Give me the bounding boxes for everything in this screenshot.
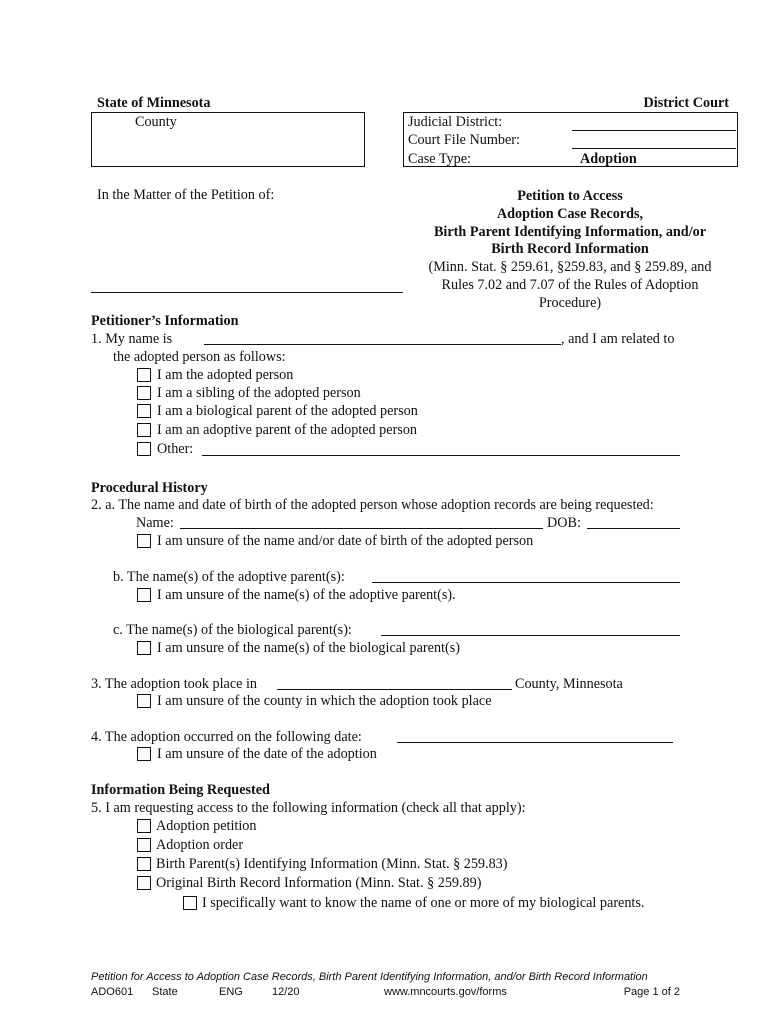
birth-parent-info-checkbox[interactable] — [137, 857, 151, 871]
statute-line-1: (Minn. Stat. § 259.61, §259.83, and § 259.89, and — [428, 259, 712, 275]
dob-label: DOB: — [547, 515, 581, 531]
title-line-1: Petition to Access — [517, 188, 623, 204]
judicial-district-label: Judicial District: — [408, 114, 503, 130]
birth-record-checkbox[interactable] — [137, 876, 151, 890]
unsure-adoptive-label: I am unsure of the name(s) of the adoptive parent(s). — [157, 587, 456, 603]
footer-page: Page 1 of 2 — [623, 986, 680, 998]
q1-suffix: , and I am related to — [561, 331, 675, 347]
adoption-date-field[interactable] — [397, 742, 673, 743]
adoptive-parents-field[interactable] — [372, 582, 680, 583]
bio-parent-name-checkbox[interactable] — [183, 896, 197, 910]
adoption-petition-checkbox[interactable] — [137, 819, 151, 833]
q1-prefix: 1. My name is — [91, 331, 173, 347]
title-line-3: Birth Parent Identifying Information, and/or — [433, 224, 707, 240]
procedural-heading: Procedural History — [91, 480, 208, 496]
q4-text: 4. The adoption occurred on the following date: — [91, 729, 362, 745]
option-adoption-petition: Adoption petition — [156, 818, 257, 834]
court-file-number-field[interactable] — [572, 148, 736, 149]
q3-suffix: County, Minnesota — [515, 676, 623, 692]
name-label: Name: — [136, 515, 174, 531]
option-biological-parent: I am a biological parent of the adopted person — [157, 403, 418, 419]
adopted-person-checkbox[interactable] — [137, 368, 151, 382]
adoptive-parent-checkbox[interactable] — [137, 423, 151, 437]
adoption-order-checkbox[interactable] — [137, 838, 151, 852]
option-birth-record: Original Birth Record Information (Minn. Stat. § 259.89) — [156, 875, 482, 891]
footer-lang: ENG — [219, 986, 243, 998]
biological-parent-checkbox[interactable] — [137, 404, 151, 418]
option-birth-parent-info: Birth Parent(s) Identifying Information (Minn. Stat. § 259.83) — [156, 856, 508, 872]
sibling-checkbox[interactable] — [137, 386, 151, 400]
unsure-bio-label: I am unsure of the name(s) of the biological parent(s) — [157, 640, 460, 656]
unsure-date-label: I am unsure of the date of the adoption — [157, 746, 377, 762]
option-bio-parent-name: I specifically want to know the name of one or more of my biological parents. — [202, 895, 645, 911]
county-label: County — [135, 114, 177, 130]
adopted-name-field[interactable] — [180, 528, 543, 529]
statute-line-3: Procedure) — [538, 295, 602, 311]
title-line-2: Adoption Case Records, — [496, 206, 644, 222]
requested-heading: Information Being Requested — [91, 782, 270, 798]
footer-date: 12/20 — [272, 986, 300, 998]
other-field[interactable] — [202, 455, 680, 456]
court-file-number-label: Court File Number: — [408, 132, 520, 148]
title-line-4: Birth Record Information — [491, 241, 649, 257]
unsure-county-label: I am unsure of the county in which the adoption took place — [157, 693, 492, 709]
q5-text: 5. I am requesting access to the following information (check all that apply): — [91, 800, 526, 816]
unsure-adoptive-checkbox[interactable] — [137, 588, 151, 602]
unsure-county-checkbox[interactable] — [137, 694, 151, 708]
case-type-label: Case Type: — [408, 151, 471, 167]
q2a-text: 2. a. The name and date of birth of the adopted person whose adoption records are being requested: — [91, 497, 654, 513]
county-field[interactable] — [277, 689, 512, 690]
case-type-value: Adoption — [580, 151, 637, 167]
case-info-box — [403, 112, 738, 167]
option-sibling: I am a sibling of the adopted person — [157, 385, 361, 401]
county-box[interactable] — [91, 112, 365, 167]
q2c-text: c. The name(s) of the biological parent(s): — [113, 622, 352, 638]
unsure-name-label: I am unsure of the name and/or date of birth of the adopted person — [157, 533, 534, 549]
footer-state: State — [152, 986, 178, 998]
judicial-district-field[interactable] — [572, 130, 736, 131]
q1-line2: the adopted person as follows: — [113, 349, 286, 365]
option-other: Other: — [157, 441, 194, 457]
footer-form-id: ADO601 — [91, 986, 134, 998]
q2b-text: b. The name(s) of the adoptive parent(s): — [113, 569, 345, 585]
court-label: District Court — [643, 95, 729, 111]
state-label: State of Minnesota — [97, 95, 211, 111]
statute-line-2: Rules 7.02 and 7.07 of the Rules of Adoption — [441, 277, 699, 293]
option-adoptive-parent: I am an adoptive parent of the adopted person — [157, 422, 418, 438]
matter-label: In the Matter of the Petition of: — [97, 187, 275, 203]
other-checkbox[interactable] — [137, 442, 151, 456]
petitioner-heading: Petitioner’s Information — [91, 313, 239, 329]
my-name-field[interactable] — [204, 344, 561, 345]
footer-title: Petition for Access to Adoption Case Records, Birth Parent Identifying Information, and/or Birth Record Information — [91, 971, 648, 983]
biological-parents-field[interactable] — [381, 635, 680, 636]
dob-field[interactable] — [587, 528, 680, 529]
unsure-date-checkbox[interactable] — [137, 747, 151, 761]
footer-url[interactable]: www.mncourts.gov/forms — [384, 986, 507, 998]
option-adopted-person: I am the adopted person — [157, 367, 294, 383]
q3-prefix: 3. The adoption took place in — [91, 676, 258, 692]
unsure-name-checkbox[interactable] — [137, 534, 151, 548]
unsure-bio-checkbox[interactable] — [137, 641, 151, 655]
petitioner-name-line[interactable] — [91, 292, 403, 293]
option-adoption-order: Adoption order — [156, 837, 244, 853]
